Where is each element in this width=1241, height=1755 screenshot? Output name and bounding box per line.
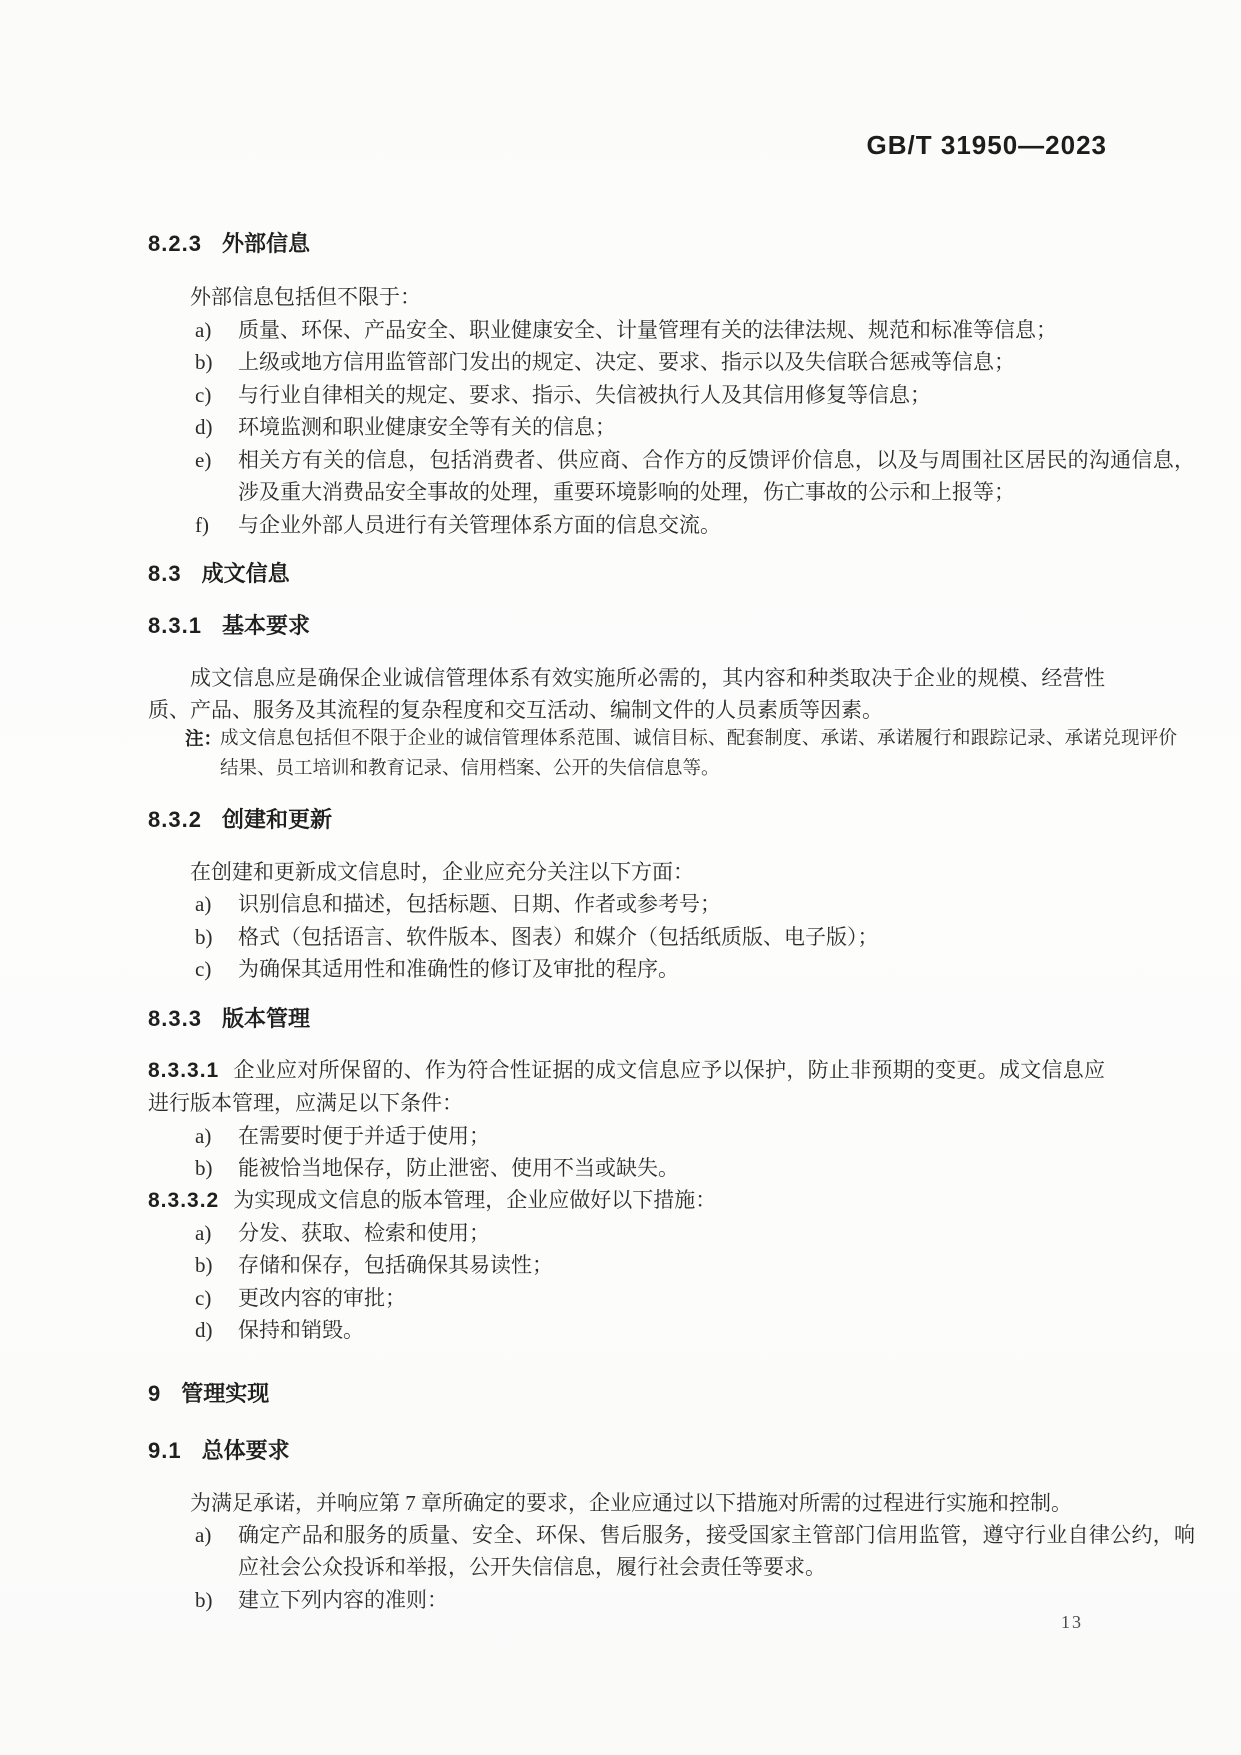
paragraph: 外部信息包括但不限于： bbox=[190, 285, 421, 309]
section-heading-8-2-3 bbox=[148, 228, 1105, 260]
list-marker: b) bbox=[195, 1588, 213, 1612]
list-item bbox=[148, 1519, 1195, 1583]
note bbox=[148, 724, 1177, 784]
chapter-heading-9 bbox=[148, 1378, 1105, 1410]
clause-number: 8.3.3.2 bbox=[148, 1189, 220, 1212]
paragraph: 为满足承诺，并响应第 7 章所确定的要求，企业应通过以下措施对所需的过程进行实施和控制。 bbox=[190, 1491, 1072, 1515]
list-item bbox=[148, 1152, 1195, 1184]
section-title: 外部信息 bbox=[221, 231, 310, 256]
section-heading-8-3-1 bbox=[148, 610, 1105, 642]
section-heading-8-3 bbox=[148, 558, 1105, 590]
list-item-text: 质量、环保、产品安全、职业健康安全、计量管理有关的法律法规、规范和标准等信息； bbox=[238, 318, 1057, 342]
section-heading-9-1 bbox=[148, 1435, 1105, 1467]
section-number: 8.3.2 bbox=[148, 807, 202, 832]
section-title: 总体要求 bbox=[201, 1438, 290, 1463]
list-item-text: 确定产品和服务的质量、安全、环保、售后服务，接受国家主管部门信用监管，遵守行业自律公约，响应社会公众投诉和举报，公开失信信息，履行社会责任等要求。 bbox=[238, 1523, 1195, 1579]
list-item bbox=[148, 1584, 1195, 1616]
list-item-text: 保持和销毁。 bbox=[238, 1318, 364, 1342]
section-number: 8.3 bbox=[148, 561, 182, 586]
list-item-text: 与企业外部人员进行有关管理体系方面的信息交流。 bbox=[238, 513, 721, 537]
list-marker: c) bbox=[195, 383, 212, 407]
list-item bbox=[148, 1249, 1195, 1281]
list-marker: b) bbox=[195, 1156, 213, 1180]
list-marker: d) bbox=[195, 415, 213, 439]
list-item bbox=[148, 314, 1195, 346]
list-marker: b) bbox=[195, 1253, 213, 1277]
list-item-text: 在需要时便于并适于使用； bbox=[238, 1124, 490, 1148]
list-marker: c) bbox=[195, 1286, 212, 1310]
list-item bbox=[148, 346, 1195, 378]
list-item bbox=[148, 509, 1195, 541]
list-item-text: 相关方有关的信息，包括消费者、供应商、合作方的反馈评价信息，以及与周围社区居民的沟通信息，涉及重大消费品安全事故的处理，重要环境影响的处理，伤亡事故的公示和上报等； bbox=[238, 448, 1195, 504]
note-text: 成文信息包括但不限于企业的诚信管理体系范围、诚信目标、配套制度、承诺、承诺履行和跟踪记录、承诺兑现评价结果、员工培训和教育记录、信用档案、公开的失信信息等。 bbox=[220, 729, 1177, 779]
clause-paragraph-8-3-3-2 bbox=[148, 1184, 1105, 1217]
paragraph: 成文信息应是确保企业诚信管理体系有效实施所必需的，其内容和种类取决于企业的规模、经营性质、产品、服务及其流程的复杂程度和交互活动、编制文件的人员素质等因素。 bbox=[148, 666, 1105, 722]
standard-number: GB/T 31950—2023 bbox=[866, 130, 1107, 160]
section-title: 版本管理 bbox=[221, 1006, 310, 1031]
list-item bbox=[148, 953, 1195, 985]
list-item-text: 能被恰当地保存，防止泄密、使用不当或缺失。 bbox=[238, 1156, 679, 1180]
section-number: 8.3.3 bbox=[148, 1006, 202, 1031]
list-item-text: 环境监测和职业健康安全等有关的信息； bbox=[238, 415, 616, 439]
list-item bbox=[148, 1217, 1195, 1249]
section-title: 基本要求 bbox=[221, 613, 310, 638]
list-marker: d) bbox=[195, 1318, 213, 1342]
list-marker: a) bbox=[195, 1124, 212, 1148]
list-marker: a) bbox=[195, 318, 212, 342]
list-marker: a) bbox=[195, 1221, 212, 1245]
section-heading-8-3-2 bbox=[148, 804, 1105, 836]
clause-number: 8.3.3.1 bbox=[148, 1059, 220, 1082]
chapter-title: 管理实现 bbox=[181, 1381, 270, 1406]
clause-text: 为实现成文信息的版本管理，企业应做好以下措施： bbox=[233, 1188, 717, 1212]
list-marker: a) bbox=[195, 892, 212, 916]
list-item bbox=[148, 411, 1195, 443]
paragraph: 在创建和更新成文信息时，企业应充分关注以下方面： bbox=[190, 860, 694, 884]
list-marker: e) bbox=[195, 448, 212, 472]
list-item-text: 格式（包括语言、软件版本、图表）和媒介（包括纸质版、电子版）； bbox=[238, 925, 879, 949]
chapter-number: 9 bbox=[148, 1381, 162, 1406]
list-item-text: 识别信息和描述，包括标题、日期、作者或参考号； bbox=[238, 892, 721, 916]
note-label: 注： bbox=[185, 728, 223, 749]
list-item bbox=[148, 1282, 1195, 1314]
section-title: 创建和更新 bbox=[221, 807, 332, 832]
section-number: 8.2.3 bbox=[148, 231, 202, 256]
list-marker: b) bbox=[195, 350, 213, 374]
list-item-text: 与行业自律相关的规定、要求、指示、失信被执行人及其信用修复等信息； bbox=[238, 383, 931, 407]
list-item bbox=[148, 921, 1195, 953]
section-number: 9.1 bbox=[148, 1438, 182, 1463]
page-number: 13 bbox=[1061, 1612, 1083, 1632]
list-item-text: 更改内容的审批； bbox=[238, 1286, 406, 1310]
list-marker: f) bbox=[195, 513, 209, 537]
list-marker: c) bbox=[195, 957, 212, 981]
list-item bbox=[148, 1120, 1195, 1152]
list-item-text: 分发、获取、检索和使用； bbox=[238, 1221, 490, 1245]
list-item bbox=[148, 379, 1195, 411]
section-title: 成文信息 bbox=[201, 561, 290, 586]
section-heading-8-3-3 bbox=[148, 1003, 1105, 1035]
list-item-text: 存储和保存，包括确保其易读性； bbox=[238, 1253, 553, 1277]
clause-text: 企业应对所保留的、作为符合性证据的成文信息应予以保护，防止非预期的变更。成文信息应进行版本管理，应满足以下条件： bbox=[148, 1058, 1105, 1115]
list-item bbox=[148, 444, 1195, 508]
section-number: 8.3.1 bbox=[148, 613, 202, 638]
list-item-text: 为确保其适用性和准确性的修订及审批的程序。 bbox=[238, 957, 679, 981]
list-marker: a) bbox=[195, 1523, 212, 1547]
list-item-text: 上级或地方信用监管部门发出的规定、决定、要求、指示以及失信联合惩戒等信息； bbox=[238, 350, 1015, 374]
list-marker: b) bbox=[195, 925, 213, 949]
list-item bbox=[148, 888, 1195, 920]
clause-paragraph-8-3-3-1 bbox=[148, 1054, 1105, 1119]
list-item bbox=[148, 1314, 1195, 1346]
list-item-text: 建立下列内容的准则： bbox=[238, 1588, 448, 1612]
